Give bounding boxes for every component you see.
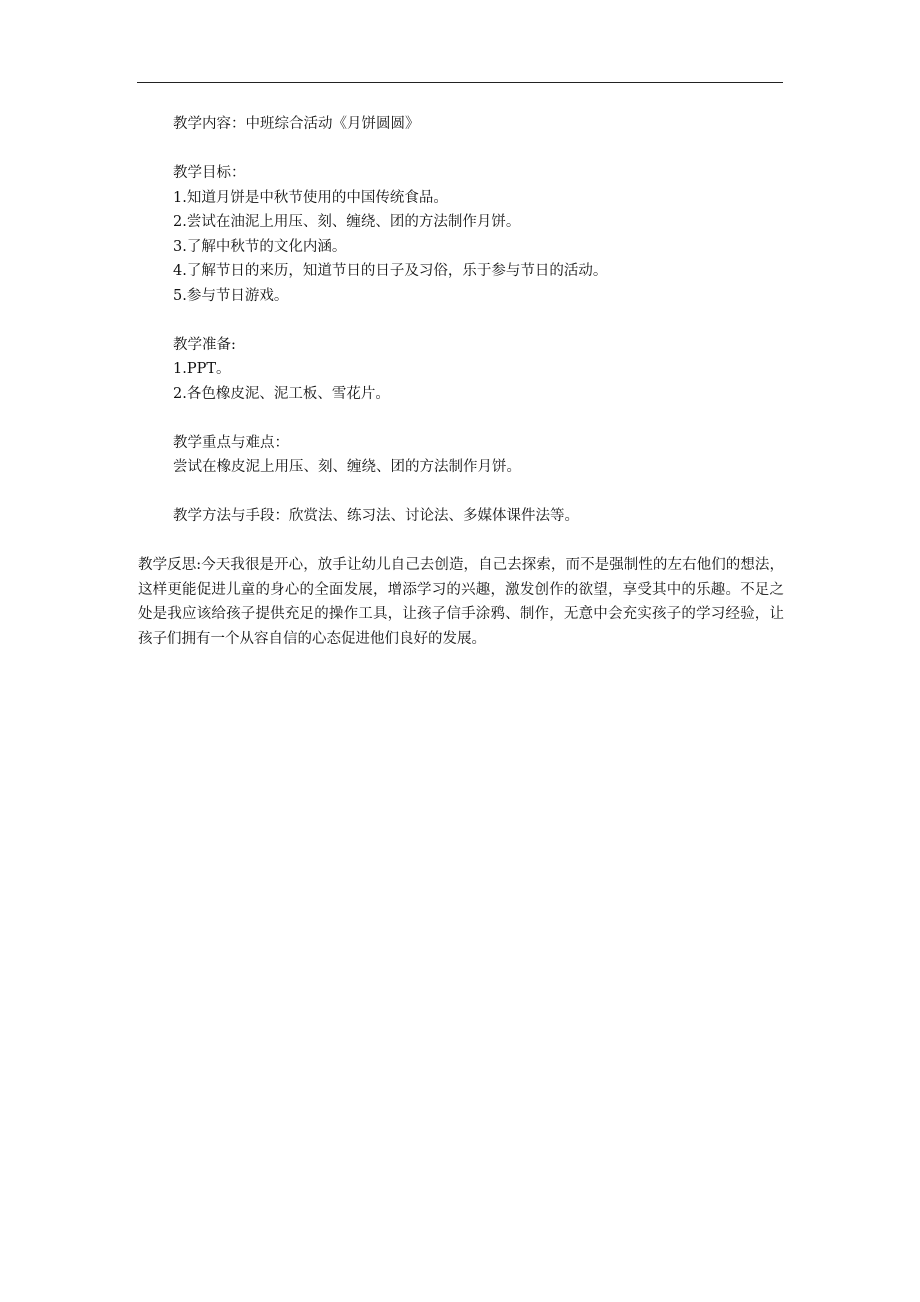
preparation-item: 2.各色橡皮泥、泥工板、雪花片。 bbox=[173, 385, 390, 402]
objective-item: 4.了解节日的来历，知道节日的日子及习俗，乐于参与节日的活动。 bbox=[173, 263, 608, 279]
key-points-text: 尝试在橡皮泥上用压、刻、缠绕、团的方法制作月饼。 bbox=[173, 459, 521, 475]
spacer bbox=[138, 308, 788, 333]
spacer bbox=[138, 480, 788, 505]
preparation-section bbox=[138, 333, 788, 407]
header-rule bbox=[137, 82, 783, 83]
objectives-section bbox=[138, 161, 788, 308]
content-line: 教学内容：中班综合活动《月饼圆圆》 bbox=[173, 116, 420, 132]
spacer bbox=[138, 406, 788, 431]
document-body bbox=[138, 112, 788, 651]
objectives-heading: 教学目标： bbox=[173, 165, 246, 181]
objective-item: 1.知道月饼是中秋节使用的中国传统食品。 bbox=[173, 189, 448, 206]
key-points-section bbox=[138, 431, 788, 480]
preparation-heading: 教学准备: bbox=[173, 336, 236, 353]
objective-item: 3.了解中秋节的文化内涵。 bbox=[173, 238, 347, 255]
key-points-heading: 教学重点与难点： bbox=[173, 434, 289, 451]
spacer bbox=[138, 529, 788, 554]
preparation-item: 1.PPT。 bbox=[173, 361, 231, 377]
reflection-paragraph: 教学反思:今天我很是开心，放手让幼儿自己去创造，自己去探索，而不是强制性的左右他们的想法，这样更能促进儿童的身心的全面发展，增添学习的兴趣，激发创作的欲望，享受其中的乐趣。不足之处是我应该给孩子提供充足的操作工具，让孩子信手涂鸦、制作，无意中会充实孩子的学习经验，让孩子们拥有一个从容自信的心态促进他们良好的发展。 bbox=[138, 557, 784, 647]
objective-item: 2.尝试在油泥上用压、刻、缠绕、团的方法制作月饼。 bbox=[173, 214, 521, 230]
objective-item: 5.参与节日游戏。 bbox=[173, 287, 289, 304]
spacer bbox=[138, 137, 788, 162]
methods-line: 教学方法与手段：欣赏法、练习法、讨论法、多媒体课件法等。 bbox=[173, 508, 579, 524]
